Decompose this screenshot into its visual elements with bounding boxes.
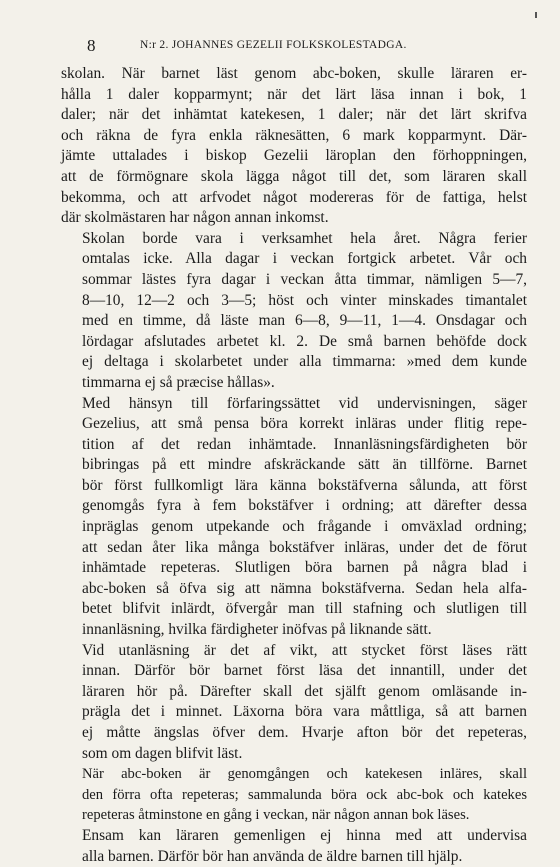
text-line: Ensam kan läraren gemenligen ej hinna med att undervisa (82, 826, 527, 844)
text-line: ej måtte ängslas öfver dem. Hvarje afton bör det repeteras, (82, 724, 527, 741)
margin-mark (535, 12, 537, 18)
text-line: genomgås fyra à fem bokstäfver i ordning; att därefter dessa (82, 497, 527, 515)
text-line: jämte uttalades i biskop Gezelii läroplan den förhoppningen, (61, 147, 527, 165)
paragraph (61, 826, 527, 867)
text-line: den förra ofta repeteras; sammalunda böra ock abc-bok och katekes (82, 786, 527, 803)
text-line: inpräglas genom utpekande och frågande i omväxlad ordning; (82, 518, 527, 536)
text-line: med en timme, då läste man 6—8, 9—11, 1—4. Onsdagar och (82, 312, 527, 330)
text-line: betet blifvit inlärdt, öfvergår man till stafning och slutligen till (82, 600, 527, 618)
text-line: alla barnen. Därför bör han använda de äldre barnen till hjälp. (82, 847, 463, 865)
text-line: Skolan borde vara i verksamhet hela året. Några ferier (82, 229, 527, 247)
text-line: lördagar afslutades arbetet kl. 2. De små barnen behöfde dock (82, 332, 527, 350)
text-line: 8—10, 12—2 och 3—5; höst och vinter minskades timantalet (82, 291, 527, 309)
text-line: och räkna de fyra enkla räknesätten, 6 mark kopparmynt. Där- (61, 126, 527, 144)
text-line: att de förmögnare skola lägga något till det, som läraren skall (61, 167, 527, 185)
paragraph (61, 394, 527, 641)
text-line: bör först fullkomligt lära känna bokstäfverna sålunda, att först (82, 476, 527, 494)
text-line: abc-boken så öfva sig att nämna bokstäfverna. Sedan hela alfa- (82, 579, 527, 597)
body-text (61, 64, 527, 867)
text-line: När abc-boken är genomgången och katekesen inläres, skall (82, 766, 527, 783)
text-line: där skolmästaren har någon annan inkomst. (61, 209, 329, 227)
page-number: 8 (87, 36, 96, 55)
text-line: innan. Därför bör barnet först läsa det innantill, under det (82, 662, 527, 680)
text-line: repeteras åtminstone en gång i veckan, när någon annan bok läses. (82, 807, 470, 824)
text-line: Med hänsyn till förfaringssättet vid undervisningen, säger (82, 394, 527, 412)
text-line: innanläsning, hvilka färdigheter inöfvas på liknande sätt. (82, 621, 432, 639)
text-line: läraren hör på. Därefter skall det själft genom omläsande in- (82, 682, 527, 700)
text-line: hålla 1 daler kopparmynt; när det lärt läsa innan i bok, 1 (61, 85, 527, 103)
text-line: Gezelius, att små pensa böra korrekt inläras under flitig repe- (82, 415, 527, 433)
text-line: timmarna ej så præcise hållas». (82, 373, 275, 391)
text-line: som om dagen blifvit läst. (82, 744, 243, 762)
text-line: inhämtade repeteras. Slutligen böra barnen på några blad i (82, 559, 527, 577)
text-line: bekomma, och att arfvodet något modereras för de fattiga, helst (61, 188, 527, 206)
text-line: tition af det redan inhämtade. Innanläsningsfärdigheten bör (82, 435, 527, 453)
text-line: skolan. När barnet läst genom abc-boken, skulle läraren er- (61, 65, 527, 82)
paragraph (61, 229, 527, 394)
text-line: bibringas på ett mindre afskräckande sätt än tillförne. Barnet (82, 456, 527, 474)
paragraph (61, 64, 527, 229)
running-title: N:r 2. JOHANNES GEZELII FOLKSKOLESTADGA. (140, 39, 407, 51)
paragraph (61, 764, 527, 826)
page-header (85, 36, 525, 58)
paragraph (61, 641, 527, 765)
text-line: daler; när det inhämtat katekesen, 1 daler; när det lärt skrifva (61, 106, 527, 124)
text-line: sommar lästes fyra dagar i veckan åtta timmar, nämligen 5—7, (82, 270, 527, 288)
text-line: ej deltaga i skolarbetet under alla timmarna: »med dem kunde (82, 353, 527, 371)
text-line: att sedan åter lika många bokstäfver inläras, under det de förut (82, 538, 527, 556)
text-line: omtalas icke. Alla dagar i veckan fortgick arbetet. Vår och (82, 250, 527, 268)
text-line: prägla det i minnet. Läxorna böra vara måttliga, så att barnen (82, 703, 527, 721)
text-line: Vid utanläsning är det af vikt, att stycket först läses rätt (82, 641, 527, 659)
